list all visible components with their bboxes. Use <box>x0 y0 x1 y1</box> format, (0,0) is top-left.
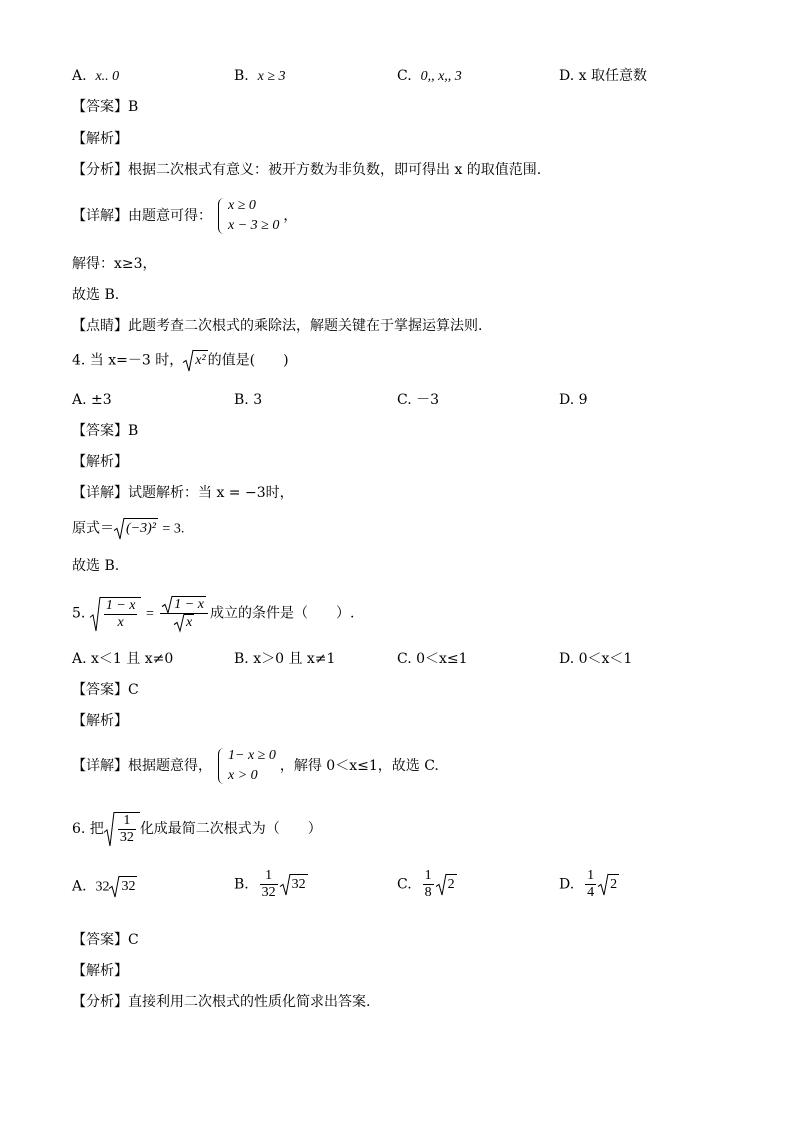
q4-original-expression: 原式＝ (−3)² = 3. <box>72 518 184 540</box>
q5-stem: 5. $\frac{1 - x}{x}$ = $\frac{1 - x}{x}$ 成立的条件是（ ）. <box>72 597 355 630</box>
q3-detail: 【详解】由题意可得： x ≥ 0 x − 3 ≥ 0 ， <box>72 196 297 236</box>
q3-fenxi: 【分析】根据二次根式有意义：被开方数为非负数，即可得出 x 的取值范围. <box>72 162 542 178</box>
q5-inequality-system: 1− x ≥ 0 x > 0 <box>216 746 276 786</box>
q4-option-a: A. ±3 <box>72 392 112 408</box>
q6-stem: 6. 把 $\frac{1}{32}$ 化成最简二次根式为（ ） <box>72 813 322 845</box>
q4-orig-sqrt: (−3)² <box>114 518 158 539</box>
q4-sqrt: x² <box>183 350 207 371</box>
q6-option-a: A. 32 32 <box>72 876 137 898</box>
q5-answer: 【答案】C <box>72 682 139 698</box>
q4-option-b: B. 3 <box>234 392 263 408</box>
q4-stem: 4. 当 x=－3 时， x² 的值是( ) <box>72 350 289 371</box>
q5-analysis-heading: 【解析】 <box>72 713 128 729</box>
q5-option-c: C. 0＜x≤1 <box>397 651 468 667</box>
q5-option-d: D. 0＜x＜1 <box>559 651 633 667</box>
q6-sqrt: $\frac{1}{32}$ <box>104 812 140 846</box>
q4-choose: 故选 B. <box>72 558 120 574</box>
q4-option-d: D. 9 <box>559 392 588 408</box>
q4-analysis-heading: 【解析】 <box>72 454 128 470</box>
q3-option-b: B. x ≥ 3 <box>234 68 286 84</box>
q5-lhs-sqrt: $\frac{1 - x}{x}$ <box>90 597 142 631</box>
q4-detail: 【详解】试题解析：当 x = −3时， <box>72 485 294 501</box>
q6-option-c: C. $\frac{1}{8}$ 2 <box>397 868 455 900</box>
q3-answer: 【答案】B <box>72 99 139 115</box>
q3-inequality-system: x ≥ 0 x − 3 ≥ 0 <box>216 196 279 236</box>
q6-option-b: B. $\frac{1}{32}$ 32 <box>234 868 306 900</box>
q3-analysis-heading: 【解析】 <box>72 131 128 147</box>
q5-rhs-fraction: $\frac{1 - x}{x}$ <box>160 596 208 631</box>
q6-option-d: D. $\frac{1}{4}$ 2 <box>559 868 618 900</box>
q5-option-b: B. x＞0 且 x≠1 <box>234 651 336 667</box>
q3-solve: 解得：x≥3， <box>72 256 157 272</box>
q5-detail: 【详解】根据题意得， 1− x ≥ 0 x > 0 ，解得 0＜x≤1，故选 C. <box>72 746 439 786</box>
q6-answer: 【答案】C <box>72 932 139 948</box>
q4-option-c: C. －3 <box>397 392 440 408</box>
q3-choose: 故选 B. <box>72 287 120 303</box>
q6-fenxi: 【分析】直接利用二次根式的性质化简求出答案. <box>72 994 371 1010</box>
q4-answer: 【答案】B <box>72 423 139 439</box>
q5-option-a: A. x＜1 且 x≠0 <box>72 651 174 667</box>
q3-option-c: C. 0,, x,, 3 <box>397 68 462 84</box>
q3-option-a: A. x.. 0 <box>72 68 120 84</box>
q3-dianjing: 【点睛】此题考查二次根式的乘除法，解题关键在于掌握运算法则. <box>72 318 483 334</box>
q6-analysis-heading: 【解析】 <box>72 963 128 979</box>
q3-option-d: D. x 取任意数 <box>559 68 647 84</box>
